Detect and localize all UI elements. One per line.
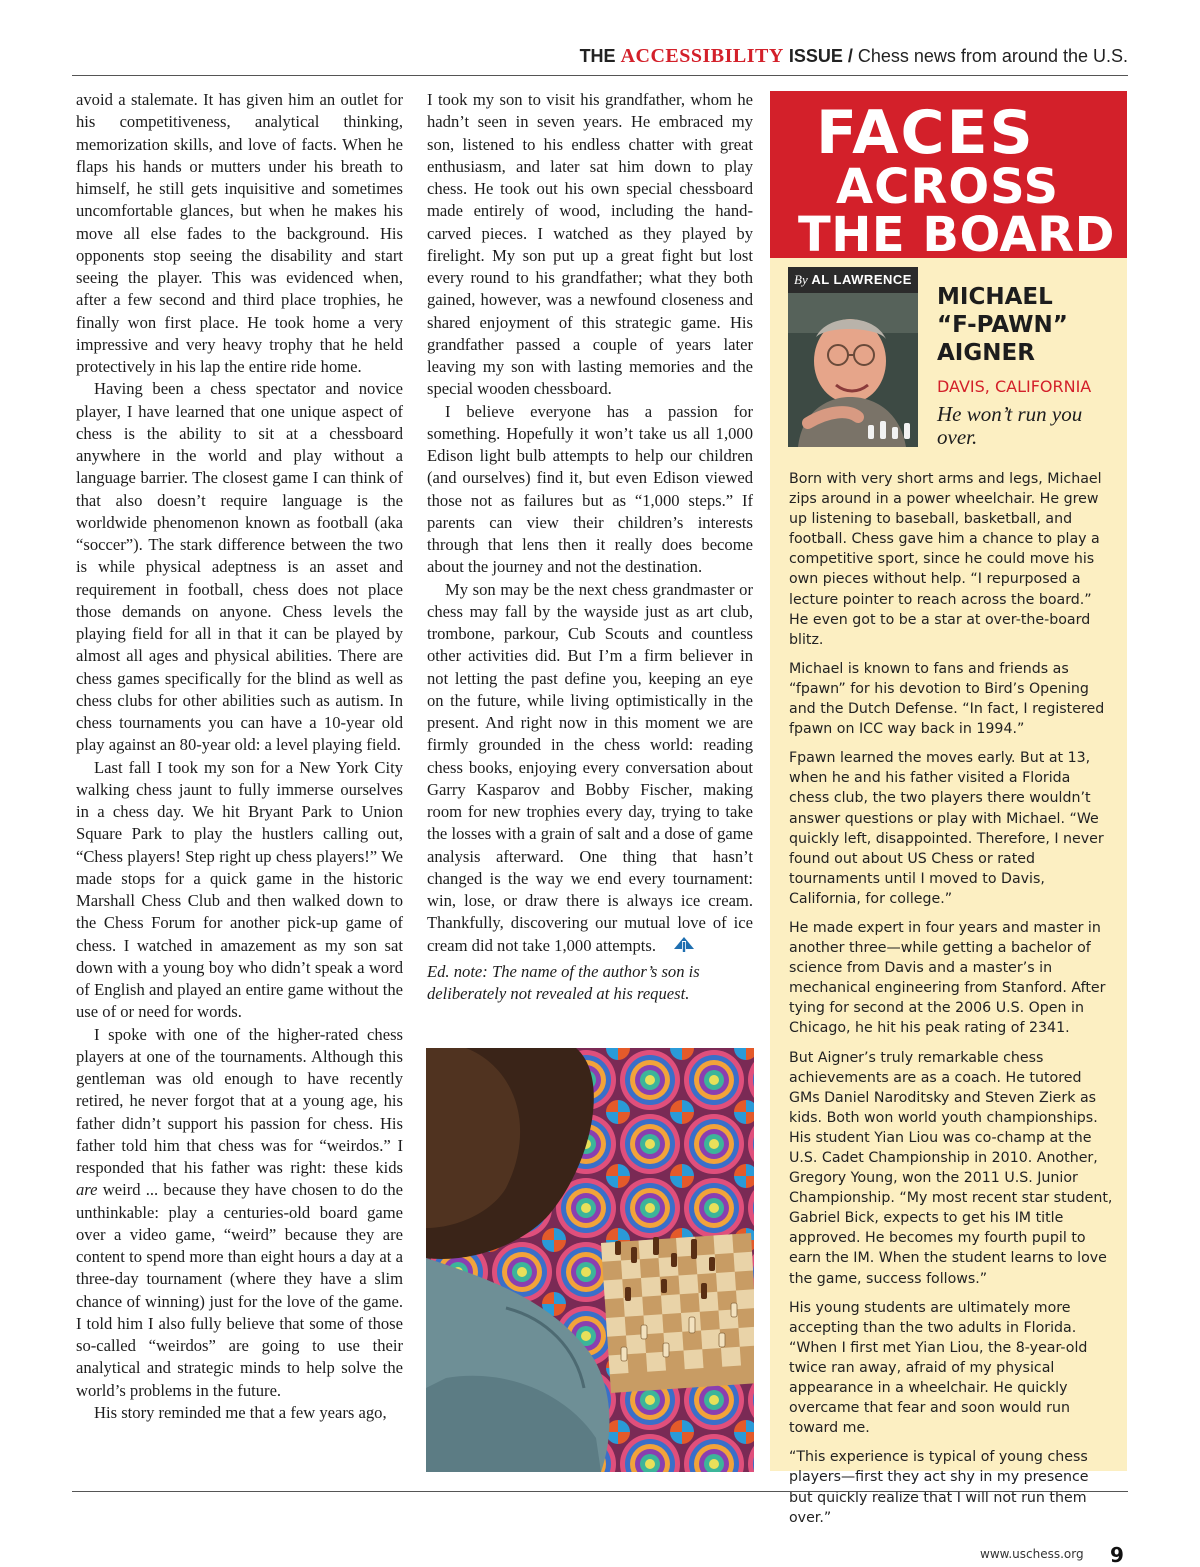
sidebar-body [789, 469, 1114, 1537]
sidebar-paragraph-5: But Aigner’s truly remarkable chess achievements are as a coach. He tutored GMs Daniel Naroditsky and Steven Zierk as kids. Both won world youth championships. His student Yian Liou was co-champ at the U.S. Cadet Championship in 2010. Another, Gregory Young, won the 2011 U.S. Junior Championship. “My most recent star student, Gabriel Bick, expects to get his IM title approved. He becomes my fourth pupil to earn the IM. When the student learns to love the game, success follows.” [789, 1049, 1113, 1287]
page-number: 9 [1110, 1543, 1124, 1567]
title-line-3: THE BOARD [798, 207, 1115, 263]
faces-across-the-board-sidebar [770, 91, 1127, 1526]
subject-name-line-3: AIGNER [937, 340, 1035, 366]
col1-paragraph-4 [76, 1024, 403, 1402]
sidebar-paragraph-4: He made expert in four years and master in another three—while getting a bachelor of science from Davis and a master’s in mechanical engineering from Stanford. After tying for second at the 2006 U.S. Open in Chicago, he hit his peak rating of 2341. [789, 919, 1106, 1037]
subject-portrait-photo [788, 293, 918, 447]
subject-name-line-1: MICHAEL [937, 284, 1053, 310]
col1-paragraph-5: His story reminded me that a few years ago, [94, 1402, 387, 1422]
chessboard-carpet-photo [426, 1048, 754, 1472]
col1-paragraph-4-start: I spoke with one of the higher-rated chess players at one of the tournaments. Although this gentleman was old enough to have recently retired, he never forgot that at a young age, his father didn’t support his passion for chess. His father told him that chess was for “weirdos.” I responded that his father was right: these kids [76, 1024, 403, 1177]
article-column-1 [76, 89, 403, 1424]
us-chess-endmark-icon [656, 937, 676, 953]
byline-by: By [794, 272, 808, 287]
header-issue: ISSUE / [788, 46, 853, 66]
byline-author: AL LAWRENCE [811, 272, 912, 287]
running-header [580, 45, 1128, 68]
top-rule [72, 75, 1128, 76]
subject-tagline: He won’t run you over. [937, 402, 1083, 449]
header-section: Chess news from around the U.S. [857, 46, 1128, 66]
col1-paragraph-4-rest: weird ... because they have chosen to do the unthinkable: play a centuries-old board game over a video game, “weird” because they are content to spend more than eight hours a day at a three-day tournament (where they have a slim chance of winning) just for the love of the game. I told him I also fully believe that some of those so-called “weirdos” are going to use their analytical and strategic minds to help solve the world’s problems in the future. [76, 1180, 403, 1400]
col1-paragraph-4-emphasis: are [76, 1180, 98, 1200]
title-line-1: FACES [816, 98, 1035, 168]
col1-paragraph-3: Last fall I took my son for a New York City walking chess jaunt to fully immerse ourselves in a chess day. We hit Bryant Park to Union Square Park to play the hustlers calling out, “Chess players! Step right up chess players!” We made stops for a quick game in the historic Marshall Chess Club and then walked down to the Chess Forum for another pick-up game of chess. I watched in amazement as my son sat down with a young boy who didn’t speak a word of English and played an entire game without the use of or need for words. [76, 757, 403, 1022]
title-line-2: ACROSS [836, 159, 1060, 215]
article-column-2 [427, 89, 753, 1005]
editor-note: Ed. note: The name of the author’s son is deliberately not revealed at his request. [427, 961, 700, 1003]
col1-paragraph-1: avoid a stalemate. It has given him an outlet for his competitiveness, analytical thinking, memorization skills, and love of facts. When he flaps his hands or mutters under his breath to himself, he still gets inquisitive and sometimes uncomfortable glances, but when he makes his move all else fades to the background. His opponents stop seeing the disability and start seeing the player. This was evidenced when, after a few second and third place trophies, he finally won first place. He took home a very impressive and very heavy trophy that he held protectively in his lap the entire ride home. [76, 90, 403, 376]
footer-url: www.uschess.org [980, 1547, 1084, 1561]
bottom-rule [72, 1491, 1128, 1492]
subject-name [937, 283, 1117, 367]
sidebar-paragraph-2: Michael is known to fans and friends as “fpawn” for his devotion to Bird’s Opening and the Dutch Defense. “In fact, I registered fpawn on ICC way back in 1994.” [789, 660, 1105, 738]
sidebar-paragraph-3: Fpawn learned the moves early. But at 13, when he and his father visited a Florida chess club, the two players there wouldn’t answer questions or play with Michael. “We quickly left, disappointed. Therefore, I never found out about US Chess or rated tournaments until I moved to Davis, California, for college.” [789, 750, 1104, 907]
col2-paragraph-2: I believe everyone has a passion for something. Hopefully it won’t take us all 1,000 Edison light bulb attempts to help our children (and ourselves) find it, but even Edison viewed those not as failures but as “1,000 steps.” If parents can view their children’s interests through that lens then it really does become about the journey and not the destination. [427, 401, 753, 577]
sidebar-title-banner [770, 91, 1127, 263]
subject-location: DAVIS, CALIFORNIA [937, 377, 1092, 396]
subject-name-line-2: “F-PAWN” [937, 312, 1068, 338]
header-the: THE [579, 46, 616, 66]
sidebar-paragraph-7: “This experience is typical of young chess players—first they act shy in my presence but quickly realize that I will not run them over.” [789, 1449, 1089, 1526]
col2-paragraph-3-text: My son may be the next chess grandmaster or chess may fall by the wayside just as art club, trombone, parkour, Cub Scouts and countless other activities did. But I’m a firm believer in not letting the past define you, keeping an eye on the future, while living optimistically in the present. And right now in this moment we are firmly grounded in the chess world: reading chess books, enjoying every conversation about Garry Kasparov and Bobby Fischer, making room for new trophies every day, trying to take the losses with a grain of salt and a dose of game analysis afterward. One thing that hasn’t changed is the way we end every tournament: win, lose, or draw there is always ice cream. Thankfully, discovering our mutual love of ice cream did not take 1,000 attempts. [427, 579, 753, 955]
sidebar-paragraph-6: His young students are ultimately more accepting than the two adults in Florida. “When I first met Yian Liou, the 8-year-old twice ran away, afraid of my physical appearance in a wheelchair. He quickly overcame that fear and soon would run toward me. [789, 1299, 1088, 1437]
header-accessibility: ACCESSIBILITY [620, 45, 784, 67]
col1-paragraph-2: Having been a chess spectator and novice player, I have learned that one unique aspect of chess is the ability to sit at a chessboard anywhere in the world and play without a language barrier. The closest game I can think of that also doesn’t require language is the worldwide phenomenon known as football (aka “soccer”). The stark difference between the two is while physical adeptness is an asset and requirement in football, chess does not place those demands on anyone. Chess levels the playing field for all in that it can be played by almost all ages and physical abilities. There are chess games specifically for the blind as well as chess clubs for other abilities such as autism. In chess tournaments you can have a 10-year old play against an 80-year old: a level playing field. [76, 379, 403, 755]
col2-paragraph-3 [427, 579, 753, 957]
sidebar-paragraph-1: Born with very short arms and legs, Michael zips around in a power wheelchair. He grew up listening to baseball, basketball, and football. Chess gave him a chance to play a competitive sport, since he could move his own pieces without help. “I repurposed a lecture pointer to reach across the board.” He even got to be a star at over-the-board blitz. [789, 471, 1102, 648]
byline [788, 267, 918, 293]
col2-paragraph-1: I took my son to visit his grandfather, whom he hadn’t seen in seven years. He embraced my son, listened to his endless chatter with great enthusiasm, and later sat him down to play chess. He took out his own special chessboard made entirely of wood, including the hand-carved pieces. I watched as they played by firelight. My son put up a great fight but lost every round to his grandfather; what they both gained, however, was a newfound closeness and shared enjoyment of this strategic game. His grandfather passed a couple of years later leaving my son with lasting memories and the special wooden chessboard. [427, 90, 753, 399]
